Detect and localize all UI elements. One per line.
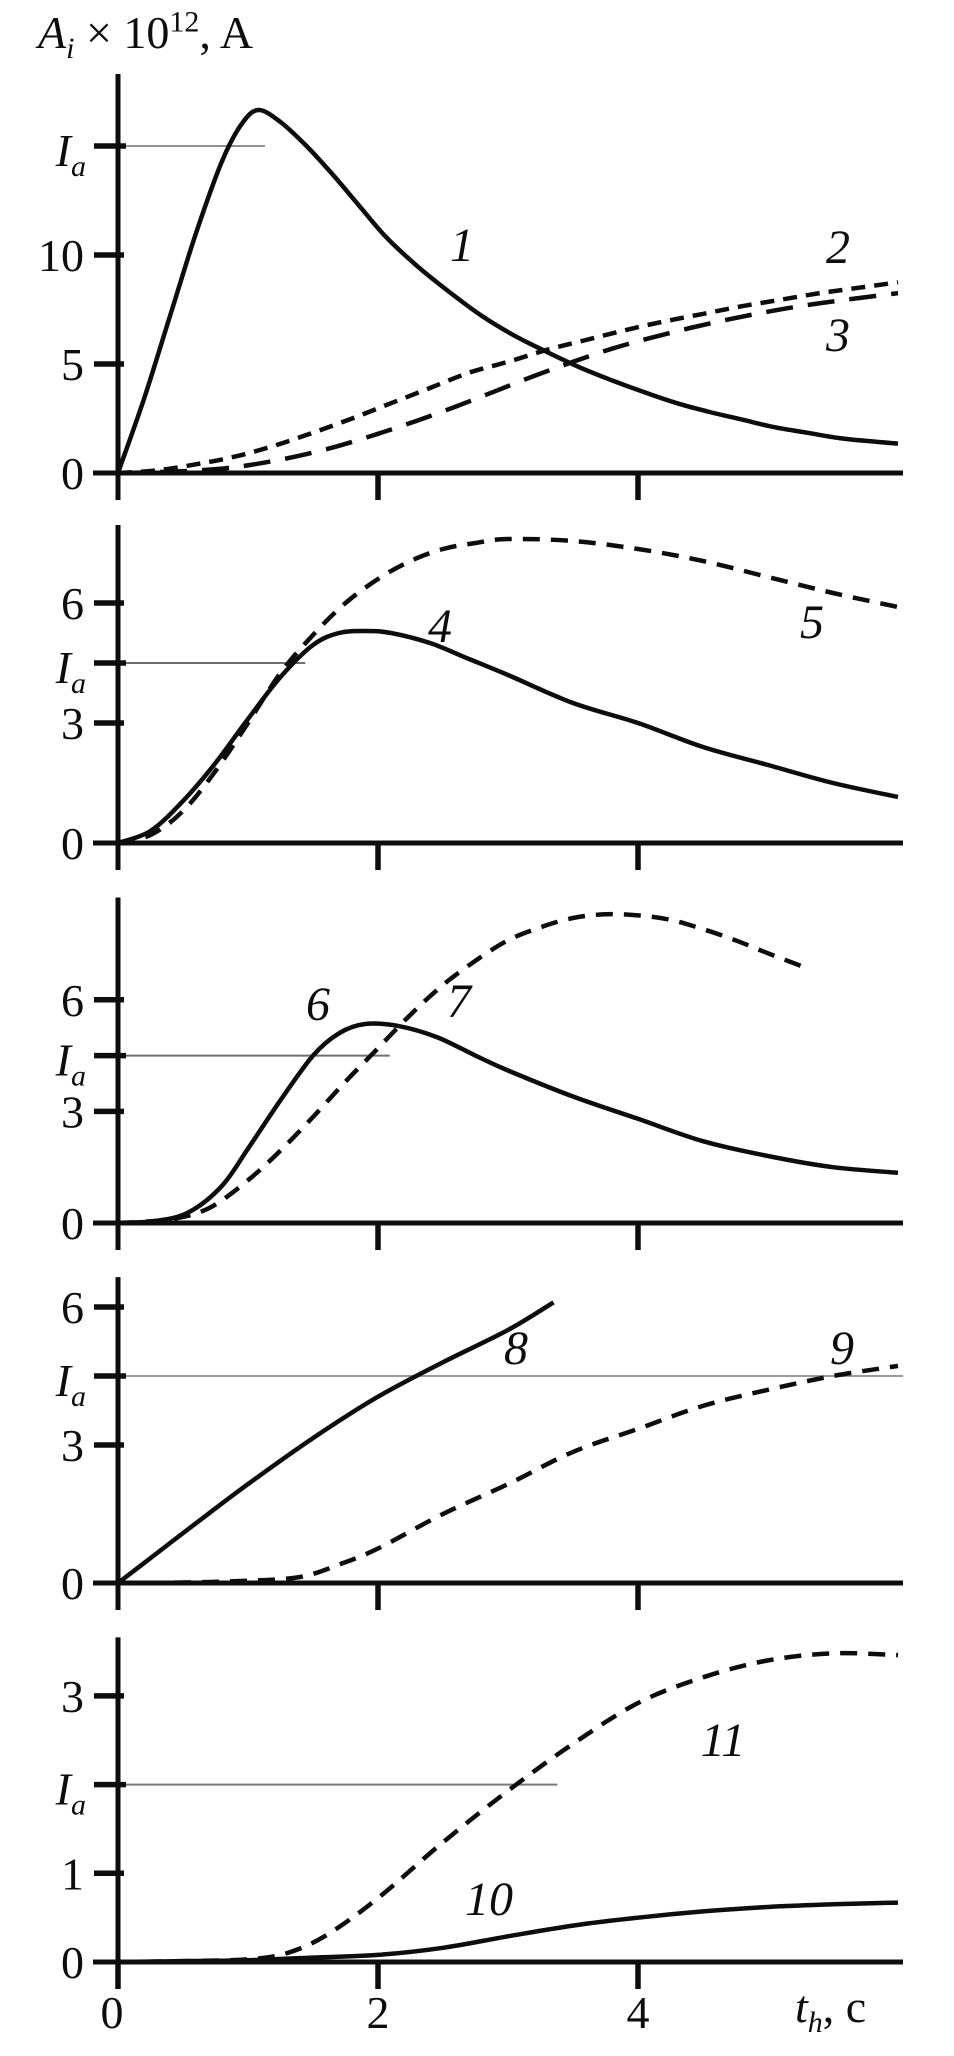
panel-5-y-tick-label: 0 [61,1937,84,1988]
curve-8 [118,1302,554,1583]
panel-3-ia-label: Ia [55,1034,86,1093]
panel-2-y-tick-label: 0 [61,818,84,869]
panel-5-ia-label: Ia [55,1763,86,1822]
panel-4-y-tick-label: 3 [61,1420,84,1471]
panel-4-y-tick-label: 0 [61,1558,84,1609]
x-tick-label: 2 [366,1987,390,2038]
panel-2-y-tick-label: 3 [61,698,84,749]
panel-1-y-tick-label: 0 [61,448,84,499]
curve-9 [118,1366,898,1583]
panel-2-y-tick-label: 6 [61,578,84,629]
panel-3-y-tick-label: 6 [61,974,84,1026]
curve-1 [118,110,898,473]
panel-5-y-tick-label: 3 [61,1670,84,1722]
curve-label-11: 11 [700,1714,746,1767]
y-axis-title-exponent: 12 [169,5,200,39]
curve-label-3: 3 [826,309,850,362]
panel-2-ia-label: Ia [55,642,86,700]
curve-label-4: 4 [428,600,452,653]
panel-4-ia-label: Ia [55,1355,86,1413]
curve-7 [118,914,807,1223]
y-axis-title-symbol: A [38,7,67,58]
curve-label-9: 9 [830,1322,854,1375]
curve-label-6: 6 [306,978,330,1031]
panel-1-ia-label: Ia [55,125,86,183]
panel-3-y-tick-label: 3 [61,1086,84,1138]
y-axis-title-unit: , A [199,7,254,58]
panel-1-y-tick-label: 5 [61,339,84,390]
curve-5 [118,539,898,843]
panel-4-y-tick-label: 6 [61,1282,84,1333]
panel-1-y-tick-label: 10 [38,230,84,281]
x-tick-label: 4 [626,1987,650,2038]
panel-5-y-tick-label: 1 [61,1848,84,1900]
x-tick-label: 0 [100,1987,124,2038]
curve-label-8: 8 [504,1322,528,1375]
curve-label-10: 10 [465,1873,513,1926]
y-axis-title-subscript: i [66,32,75,66]
curve-label-2: 2 [826,221,850,274]
curve-3 [118,293,898,473]
panel-3-y-tick-label: 0 [61,1198,84,1249]
curve-label-1: 1 [450,219,474,272]
curve-label-5: 5 [800,596,824,649]
curve-label-7: 7 [447,975,471,1028]
y-axis-title-times: × 10 [85,7,170,58]
x-axis-title: th, c [795,1981,867,2039]
